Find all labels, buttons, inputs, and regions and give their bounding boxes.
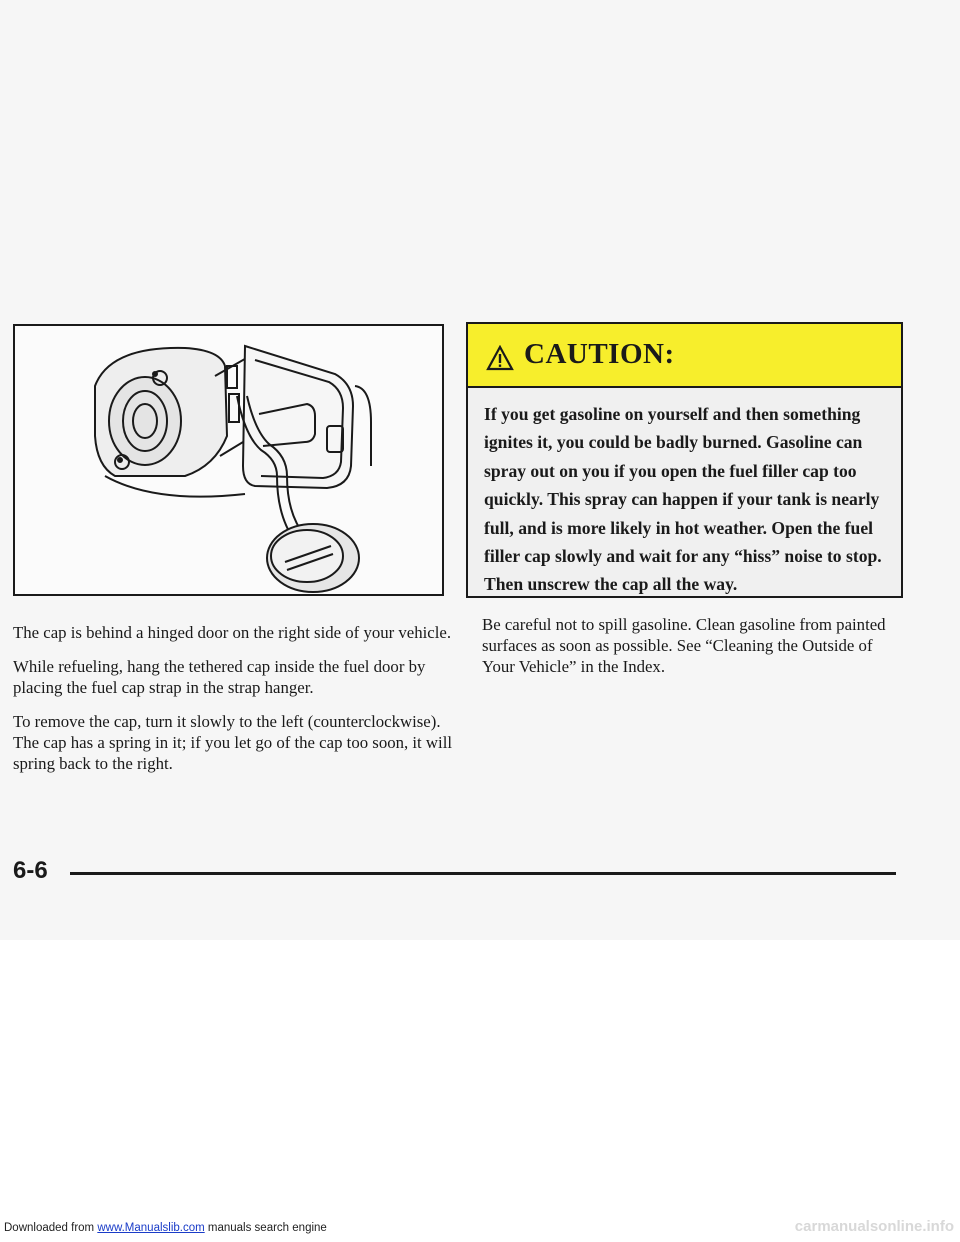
footer-rule bbox=[70, 872, 896, 875]
paragraph-remove-cap: To remove the cap, turn it slowly to the left (counterclockwise). The cap has a spring in it; if you let go of the cap too soon, it will spring back to the right. bbox=[13, 712, 453, 773]
site-watermark: carmanualsonline.info bbox=[794, 1218, 954, 1235]
caution-title: CAUTION: bbox=[524, 338, 675, 370]
fuel-cap-illustration bbox=[13, 324, 444, 596]
paragraph-cap-location: The cap is behind a hinged door on the right side of your vehicle. bbox=[13, 623, 452, 642]
paragraph-spill-warning: Be careful not to spill gasoline. Clean gasoline from painted surfaces as soon as possible. See “Cleaning the Outside of Your Vehicle” in the Index. bbox=[482, 615, 886, 676]
download-suffix: manuals search engine bbox=[204, 1222, 327, 1234]
warning-triangle-icon bbox=[486, 345, 514, 371]
download-bar bbox=[4, 1222, 327, 1234]
caution-text: If you get gasoline on yourself and then something ignites it, you could be badly burned. Gasoline can spray out on you if you open the fuel filler cap too quickly. This spray can happen if your tank is nearly full, and is more likely in hot weather. Open the fuel filler cap slowly and wait for any “hiss” noise to stop. Then unscrew the cap all the way. bbox=[484, 404, 882, 595]
download-prefix: Downloaded from bbox=[4, 1222, 98, 1234]
manualslib-link[interactable]: www.Manualslib.com bbox=[97, 1222, 205, 1234]
page-number: 6-6 bbox=[13, 857, 48, 884]
right-column-text bbox=[482, 614, 902, 677]
paragraph-refueling: While refueling, hang the tethered cap inside the fuel door by placing the fuel cap strap in the strap hanger. bbox=[13, 657, 426, 697]
fuel-door-drawing bbox=[15, 326, 442, 594]
left-column-text bbox=[13, 622, 453, 787]
caution-header bbox=[468, 324, 901, 388]
caution-box bbox=[466, 322, 903, 598]
